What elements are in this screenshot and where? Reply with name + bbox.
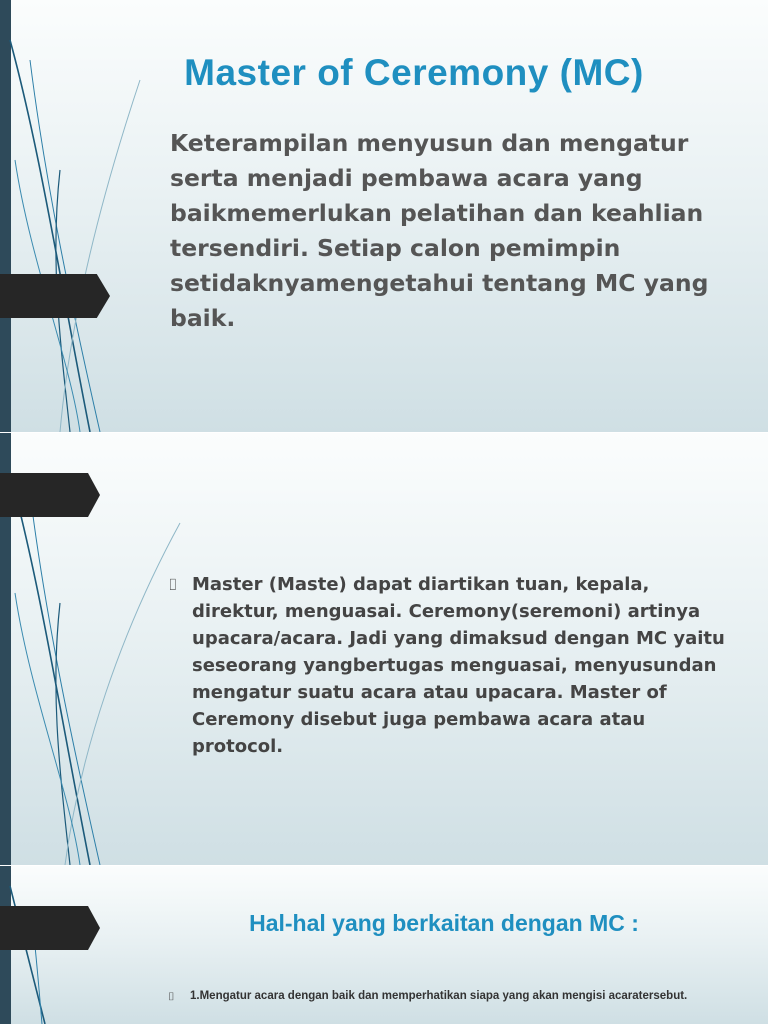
- slide-2: [0, 433, 768, 865]
- slide-1: [0, 0, 768, 432]
- bullet-item: [168, 571, 728, 760]
- bullet-text: 1.Mengatur acara dengan baik dan memperhatikan siapa yang akan mengisi acaratersebut.: [190, 990, 688, 1002]
- slide-tab-marker: [0, 473, 100, 517]
- bullet-text: Master (Maste) dapat diartikan tuan, kepala, direktur, menguasai. Ceremony(seremoni) artinya upacara/acara. Jadi yang dimaksud dengan MC yaitu seseorang yangbertugas menguasai, menyusundan mengatur suatu acara atau upacara. Master of Ceremony disebut juga pembawa acara atau protocol.: [192, 574, 725, 757]
- slide-tab-marker: [0, 274, 110, 318]
- slide-title: Master of Ceremony (MC): [184, 52, 644, 93]
- bullet-icon: ⌷: [168, 575, 178, 594]
- bullet-item: [168, 989, 708, 1004]
- slide-3: [0, 866, 768, 1024]
- bullet-icon: ⌷: [168, 990, 175, 1003]
- section-heading: Hal-hal yang berkaitan dengan MC :: [249, 910, 639, 936]
- slide-body-text: Keterampilan menyusun dan mengatur serta menjadi pembawa acara yang baikmemerlukan pelatihan dan keahlian tersendiri. Setiap calon pemimpin setidaknyamengetahui tentang MC yang baik.: [170, 129, 709, 332]
